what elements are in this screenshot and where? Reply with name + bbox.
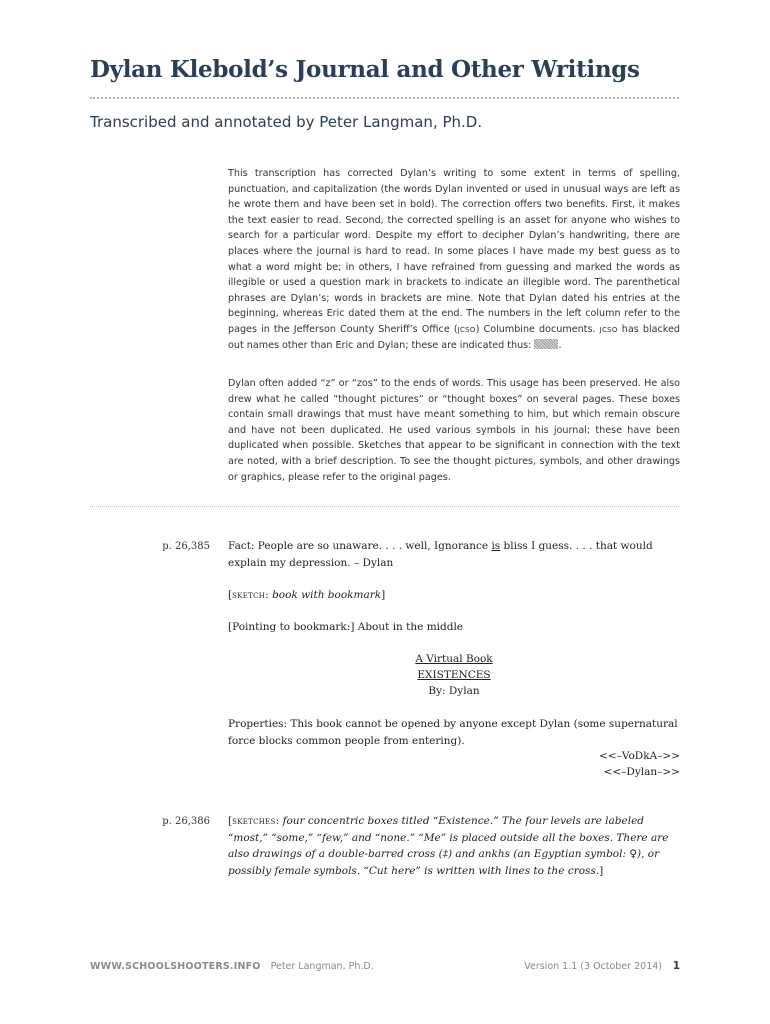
journal-pointing: [Pointing to bookmark:] About in the middle [228,621,464,633]
page-reference: p. 26,386 [162,816,210,827]
book-title: A Virtual Book [415,653,493,665]
journal-fact: Fact: People are so unaware. . . . well, Ignorance is bliss I guess. . . . that would explain my depression. – Dylan [228,540,653,569]
intro-paragraph-1: This transcription has corrected Dylan’s writing to some extent in terms of spelling, punctuation, and capitalization (the words Dylan invented or used in unusual ways are left as he wrote them and have been set in bold). The correction offers two benefits. First, it makes the text easier to read. Second, the corrected spelling is an asset for anyone who wishes to search for a particular word. Despite my effort to decipher Dylan’s handwriting, there are places where the journal is hard to read. In some places I have made my best guess as to what a word might be; in others, I have refrained from guessing and marked the words as illegible or used a question mark in brackets to indicate an illegible word. The parenthetical phrases are Dylan’s; words in brackets are mine. Note that Dylan dated his entries at the beginning, whereas Eric dated them at the end. The numbers in the left column refer to the pages in the Jefferson County Sheriff’s Office (jcso) Columbine documents. jcso has blacked out names other than Eric and Dylan; these are indicated thus: . [228,168,680,351]
footer-site-link[interactable]: WWW.SCHOOLSHOOTERS.INFO [90,961,261,972]
page-reference: p. 26,385 [162,541,210,552]
signature-dylan: <<–Dylan–>> [603,766,680,778]
intro-paragraph-2: Dylan often added “z” or “zos” to the ends of words. This usage has been preserved. He also drew what he called “thought pictures” or “thought boxes” on several pages. These boxes contain small drawings that must have meant something to him, but which remain obscure and have not been duplicated. He used various symbols in his journal; these have been duplicated when possible. Sketches that appear to be significant in connection with the text are noted, with a brief description. To see the thought pictures, symbols, and other drawings or graphics, please refer to the original pages. [228,378,680,483]
intro-divider [90,506,679,507]
book-author: By: Dylan [428,685,480,697]
signature-vodka: <<–VoDkA–>> [599,750,680,762]
sketch-note: [sketch: book with bookmark] [228,589,386,601]
jcso-abbrev: jcso [599,323,618,335]
footer-author: Peter Langman, Ph.D. [270,961,374,972]
journal-properties: Properties: This book cannot be opened by anyone except Dylan (some supernatural force blocks common people from entering). [228,718,678,747]
redaction-swatch [534,339,558,349]
page-number: 1 [672,960,680,972]
document-subtitle: Transcribed and annotated by Peter Langman, Ph.D. [90,113,483,131]
footer-version: Version 1.1 (3 October 2014) [524,961,662,972]
page-footer [90,961,680,975]
book-subtitle: EXISTENCES [417,669,491,681]
document-title: Dylan Klebold’s Journal and Other Writings [90,56,640,83]
sketches-note: [sketches: four concentric boxes titled “Existence.” The four levels are labeled “most,” “some,” “few,” and “none.” “Me” is placed outside all the boxes. There are also drawings of a double-barred cross (‡) and ankhs (an Egyptian symbol: ♀), or possibly female symbols. “Cut here” is written with lines to the cross.] [228,815,669,877]
title-divider [90,97,679,99]
jcso-abbrev: jcso [457,323,476,335]
